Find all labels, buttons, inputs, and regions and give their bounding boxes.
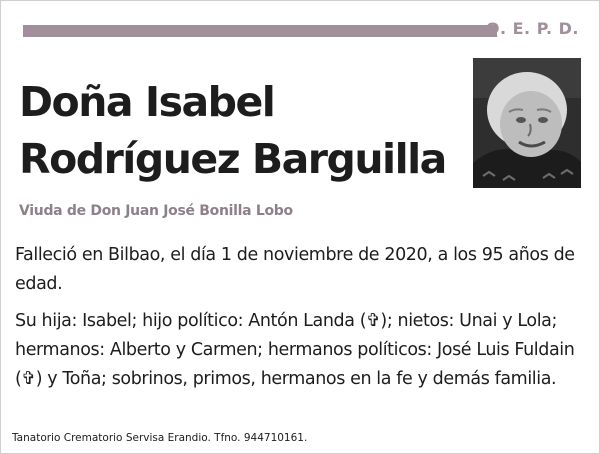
- header-bar: [23, 25, 497, 37]
- portrait-image: [473, 58, 581, 188]
- family-paragraph: Su hija: Isabel; hijo político: Antón Landa (✞); nietos: Unai y Lola; hermanos: Alberto y Carmen; hermanos políticos: José Luis Fuldain (✞) y Toña; sobrinos, primos, hermanos en la fe y demás familia.: [15, 311, 575, 389]
- widow-of-line: Viuda de Don Juan José Bonilla Lobo: [19, 203, 293, 219]
- death-notice-paragraph: Falleció en Bilbao, el día 1 de noviembre de 2020, a los 95 años de edad.: [15, 245, 575, 294]
- name-line-2: Rodríguez Barguilla: [19, 135, 446, 183]
- name-line-1: Doña Isabel: [19, 78, 275, 126]
- funeral-home-contact: Tanatorio Crematorio Servisa Erandio. Tfno. 944710161.: [12, 432, 308, 444]
- portrait-photo: [473, 58, 581, 188]
- deceased-name: [19, 74, 459, 188]
- qepd-label: Q. E. P. D.: [485, 19, 579, 38]
